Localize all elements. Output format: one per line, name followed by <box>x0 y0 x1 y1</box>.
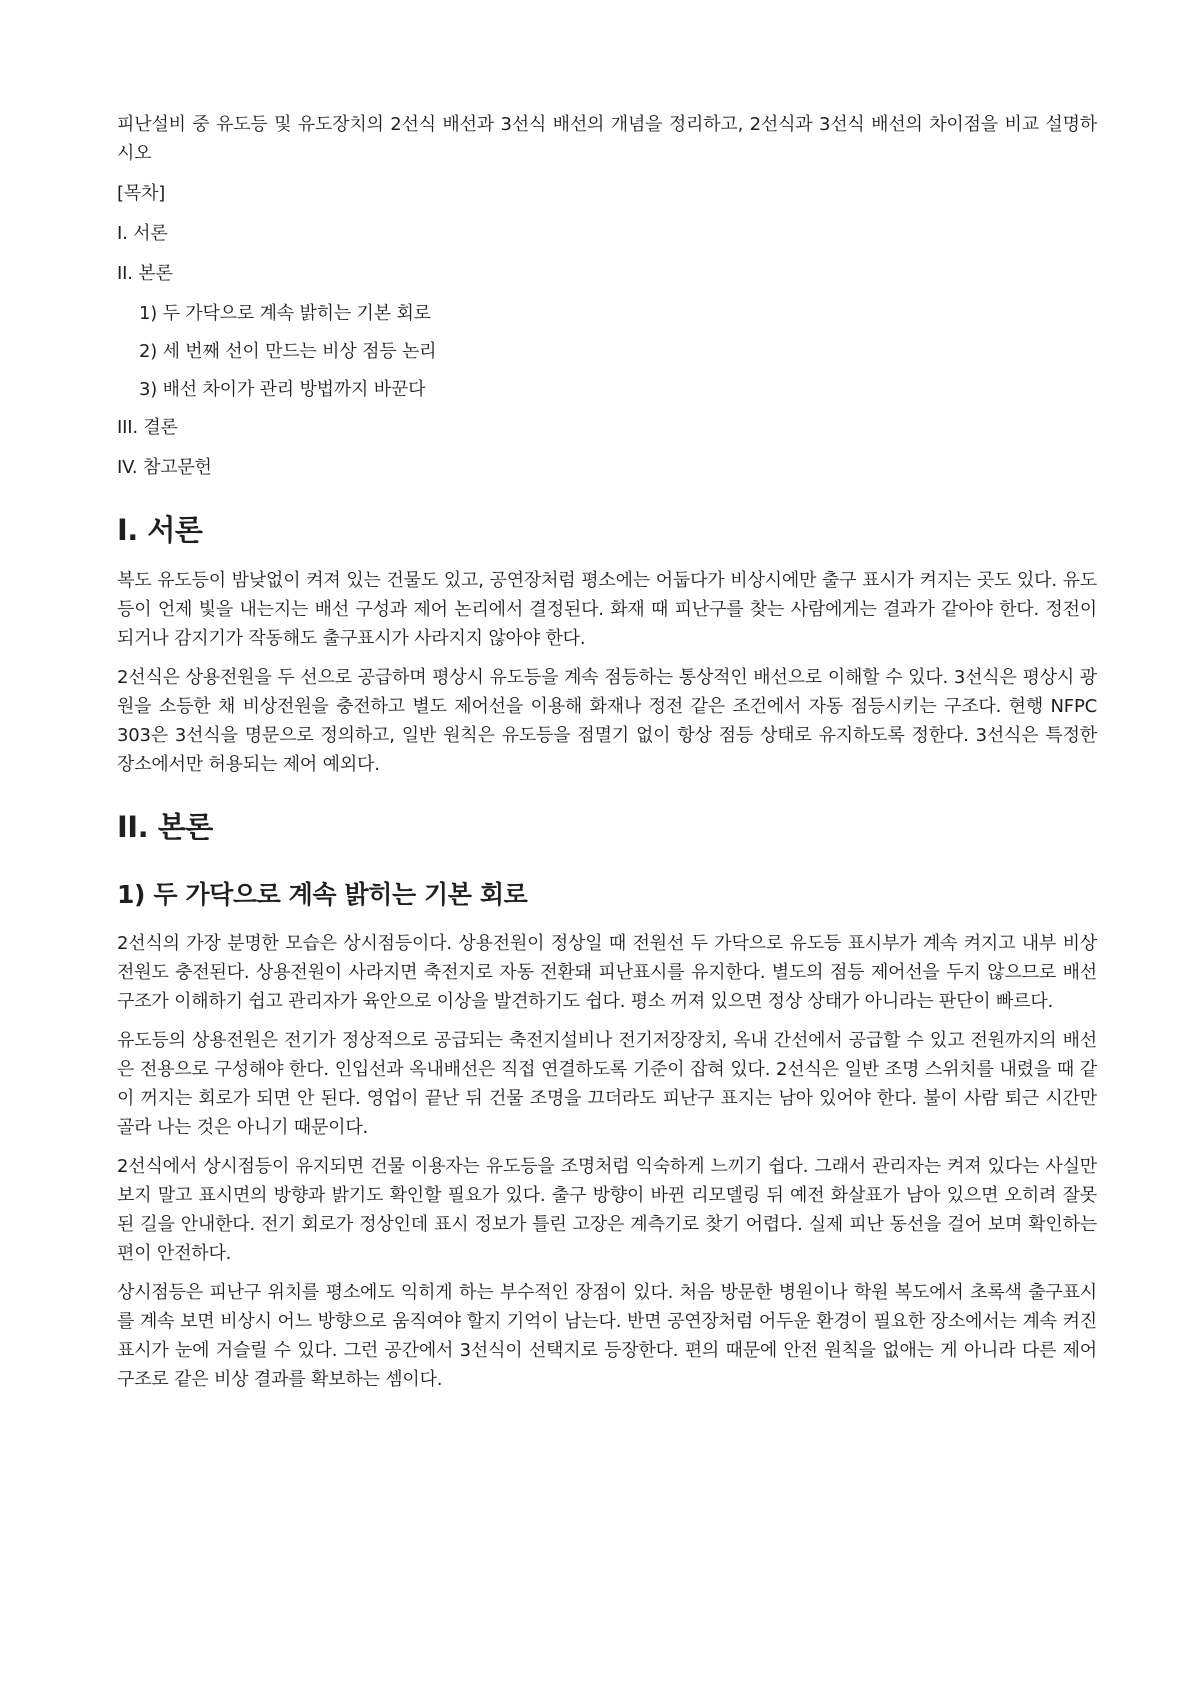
section-heading-body: II. 본론 <box>117 810 213 844</box>
intro-paragraph: 2선식은 상용전원을 두 선으로 공급하며 평상시 유도등을 계속 점등하는 통상적인 배선으로 이해할 수 있다. 3선식은 평상시 광원을 소등한 채 비상전원을 충전하고 별도 제어선을 이용해 화재나 정전 같은 조건에서 자동 점등시키는 구조다. 현행 NFPC 303은 3선식을 명문으로 정의하고, 일반 원칙은 유도등을 점멸기 없이 항상 점등 상태로 유지하도록 정한다. 3선식은 특정한 장소에서만 허용되는 제어 예외다. <box>117 667 1097 775</box>
toc-item: II. 본론 <box>117 263 173 284</box>
body-paragraph: 유도등의 상용전원은 전기가 정상적으로 공급되는 축전지설비나 전기저장장치, 옥내 간선에서 공급할 수 있고 전원까지의 배선은 전용으로 구성해야 한다. 인입선과 옥내배선은 직접 연결하도록 기준이 잡혀 있다. 2선식은 일반 조명 스위치를 내렸을 때 같이 꺼지는 회로가 되면 안 된다. 영업이 끝난 뒤 건물 조명을 끄더라도 피난구 표지는 남아 있어야 한다. 불이 사람 퇴근 시간만 골라 나는 것은 아니기 때문이다. <box>117 1030 1097 1138</box>
toc-subitem: 3) 배선 차이가 관리 방법까지 바꾼다 <box>139 379 426 400</box>
intro-paragraph: 복도 유도등이 밤낮없이 켜져 있는 건물도 있고, 공연장처럼 평소에는 어둡다가 비상시에만 출구 표시가 켜지는 곳도 있다. 유도등이 언제 빛을 내는지는 배선 구성과 제어 논리에서 결정된다. 화재 때 피난구를 찾는 사람에게는 결과가 같아야 한다. 정전이 되거나 감지기가 작동해도 출구표시가 사라지지 않아야 한다. <box>117 570 1097 649</box>
toc-subitem: 2) 세 번째 선이 만드는 비상 점등 논리 <box>139 341 437 362</box>
toc-item: I. 서론 <box>117 223 168 244</box>
body-paragraph: 2선식의 가장 분명한 모습은 상시점등이다. 상용전원이 정상일 때 전원선 두 가닥으로 유도등 표시부가 계속 켜지고 내부 비상전원도 충전된다. 상용전원이 사라지면 축전지로 자동 전환돼 피난표시를 유지한다. 별도의 점등 제어선을 두지 않으므로 배선 구조가 이해하기 쉽고 관리자가 육안으로 이상을 발견하기도 쉽다. 평소 꺼져 있으면 정상 상태가 아니라는 판단이 빠르다. <box>117 933 1097 1012</box>
body-paragraph: 2선식에서 상시점등이 유지되면 건물 이용자는 유도등을 조명처럼 익숙하게 느끼기 쉽다. 그래서 관리자는 켜져 있다는 사실만 보지 말고 표시면의 방향과 밝기도 확인할 필요가 있다. 출구 방향이 바뀐 리모델링 뒤 예전 화살표가 남아 있으면 오히려 잘못된 길을 안내한다. 전기 회로가 정상인데 표시 정보가 틀린 고장은 계측기로 찾기 어렵다. 실제 피난 동선을 걸어 보며 확인하는 편이 안전하다. <box>117 1156 1097 1264</box>
toc-item: IV. 참고문헌 <box>117 457 212 478</box>
subsection-heading-1: 1) 두 가닥으로 계속 밝히는 기본 회로 <box>117 880 528 909</box>
section-heading-intro: I. 서론 <box>117 513 203 547</box>
question-text: 피난설비 중 유도등 및 유도장치의 2선식 배선과 3선식 배선의 개념을 정리하고, 2선식과 3선식 배선의 차이점을 비교 설명하시오 <box>117 114 1097 164</box>
table-of-contents <box>117 180 1097 482</box>
body-paragraph: 상시점등은 피난구 위치를 평소에도 익히게 하는 부수적인 장점이 있다. 처음 방문한 병원이나 학원 복도에서 초록색 출구표시를 계속 보면 비상시 어느 방향으로 움직여야 할지 기억이 남는다. 반면 공연장처럼 어두운 환경이 필요한 장소에서는 계속 켜진 표시가 눈에 거슬릴 수 있다. 그런 공간에서 3선식이 선택지로 등장한다. 편의 때문에 안전 원칙을 없애는 게 아니라 다른 제어구조로 같은 비상 결과를 확보하는 셈이다. <box>117 1282 1097 1390</box>
document-page <box>117 110 1097 1404</box>
toc-title: [목차] <box>117 183 166 204</box>
toc-item: III. 결론 <box>117 417 178 438</box>
toc-subitem: 1) 두 가닥으로 계속 밝히는 기본 회로 <box>139 303 431 324</box>
